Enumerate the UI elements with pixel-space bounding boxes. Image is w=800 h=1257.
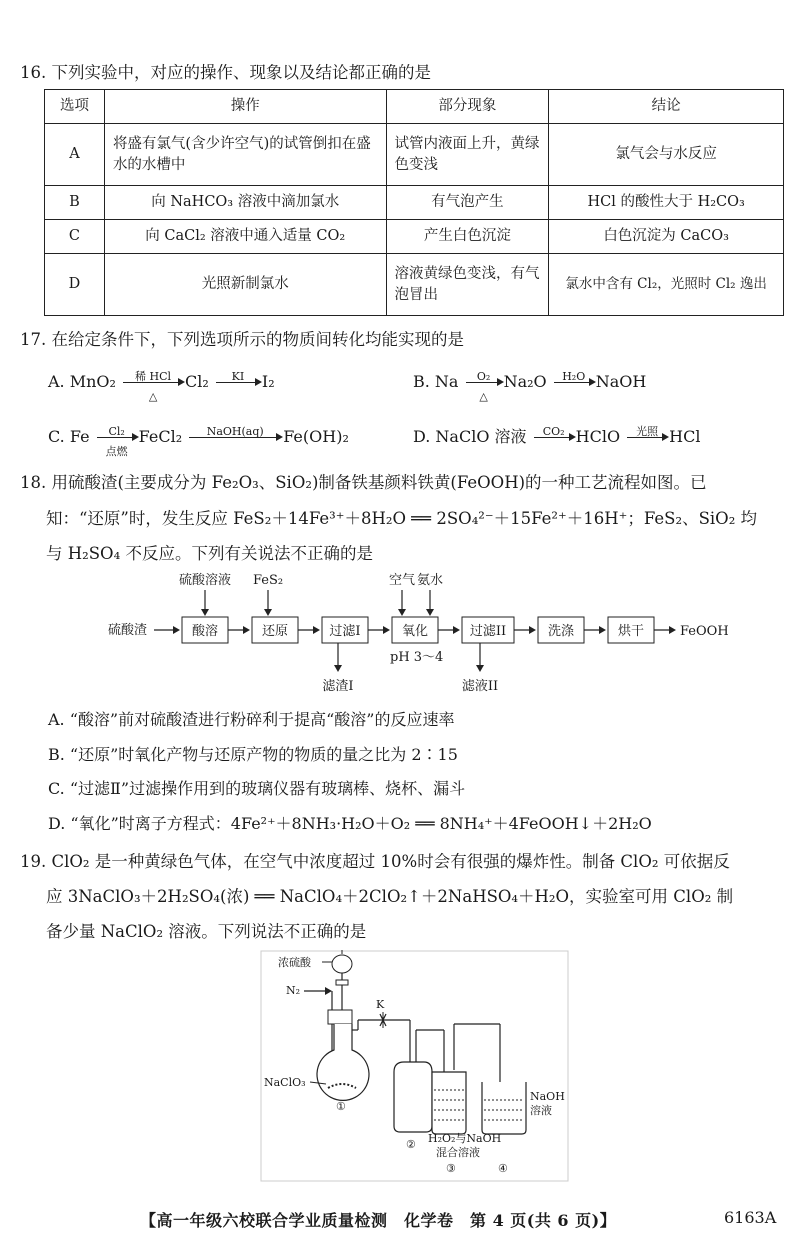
option-d-reactant: D. NaClO 溶液 [413,427,527,446]
reaction-arrow [627,425,667,438]
reaction-arrow [97,425,137,458]
flow-start: 硫酸渣 [108,623,148,638]
flow-input-air: 空气 [388,573,416,588]
reaction-arrow [534,425,574,438]
label-1: ① [336,1100,346,1113]
q18-line-3: 与 H₂SO₄ 不反应。下列有关说法不正确的是 [46,544,373,563]
flow-step-filter2: 过滤II [469,624,507,639]
flow-step-acid: 酸溶 [191,624,219,639]
q16-table [44,89,784,316]
option-d-intermediate: HClO [575,427,621,446]
label-naoh: NaOH [530,1090,565,1103]
q17-option-c [48,425,349,458]
safety-bottle [394,1062,432,1132]
label-mix-1: H₂O₂与NaOH [428,1132,502,1145]
q18-line-2: 知：“还原”时，发生反应 FeS₂＋14Fe³⁺＋8H₂O ══ 2SO₄²⁻＋15Fe²⁺＋16H⁺；FeS₂、SiO₂ 均 [46,509,758,528]
q17-option-d [413,425,700,449]
row-c-conclusion: 白色沉淀为 CaCO₃ [549,220,784,254]
round-bottom-flask [317,1024,369,1100]
label-valve-k: K [376,998,385,1011]
arrow-condition: △ [479,390,488,403]
paper-code: 6163A [724,1208,777,1227]
q17-option-a [48,370,275,403]
header-option: 选项 [45,90,105,124]
flow-step-oxidize: 氧化 [401,624,429,639]
row-c-option: C [45,220,105,254]
reaction-arrow [554,370,594,383]
label-naclo3: NaClO₃ [264,1076,306,1089]
flow-ph-label: pH 3～4 [390,650,444,665]
option-c-reactant: C. Fe [48,427,90,446]
label-3: ③ [446,1162,456,1175]
table-row [45,186,784,220]
dropping-funnel [332,955,352,973]
label-2: ② [406,1138,416,1151]
beaker [482,1082,526,1134]
row-d-conclusion: 氯水中含有 Cl₂，光照时 Cl₂ 逸出 [549,254,784,316]
row-a-option: A [45,124,105,186]
flask-stopper [328,1010,352,1024]
q18-option-a: A. “酸溶”前对硫酸渣进行粉碎利于提高“酸溶”的反应速率 [48,710,455,729]
apparatus-diagram [260,950,570,1182]
reaction-arrow [466,370,502,403]
q18-option-c: C. “过滤Ⅱ”过滤操作用到的玻璃仪器有玻璃棒、烧杯、漏斗 [48,779,466,798]
page-footer: 【高一年级六校联合学业质量检测 化学卷 第 4 页(共 6 页)】 [140,1211,617,1230]
q18-option-b: B. “还原”时氧化产物与还原产物的物质的量之比为 2∶15 [48,745,458,764]
row-b-operation: 向 NaHCO₃ 溶液中滴加氯水 [104,186,386,220]
label-conc-acid: 浓硫酸 [278,956,311,969]
flow-output-residue: 滤渣I [322,679,354,694]
flow-step-reduce: 还原 [261,624,289,639]
row-b-conclusion: HCl 的酸性大于 H₂CO₃ [549,186,784,220]
absorption-bottle [432,1072,466,1134]
row-d-operation: 光照新制氯水 [104,254,386,316]
option-b-product: NaOH [595,372,647,391]
q19-line-3: 备少量 NaClO₂ 溶液。下列说法不正确的是 [46,922,367,941]
row-a-conclusion: 氯气会与水反应 [549,124,784,186]
option-b-intermediate: Na₂O [503,372,547,391]
flow-input-acid: 硫酸溶液 [178,573,232,588]
header-operation: 操作 [104,90,386,124]
arrow-condition: KI [231,370,245,383]
option-b-reactant: B. Na [413,372,459,391]
q17-option-b [413,370,647,403]
row-a-phenomenon: 试管内液面上升，黄绿色变浅 [386,124,549,186]
label-n2: N₂ [286,984,301,997]
table-row [45,124,784,186]
q17-stem: 17. 在给定条件下，下列选项所示的物质间转化均能实现的是 [20,330,464,349]
row-b-option: B [45,186,105,220]
flow-output-filtrate: 滤液II [461,679,499,694]
row-d-option: D [45,254,105,316]
label-4: ④ [498,1162,508,1175]
reaction-arrow [189,425,281,438]
row-b-phenomenon: 有气泡产生 [386,186,549,220]
reaction-arrow [216,370,260,383]
label-mix-2: 混合溶液 [436,1146,480,1159]
row-c-operation: 向 CaCl₂ 溶液中通入适量 CO₂ [104,220,386,254]
arrow-condition: △ [148,390,158,403]
label-naoh-solution: 溶液 [530,1104,552,1117]
flow-input-ammonia: 氨水 [416,573,444,588]
arrow-condition: Cl₂ [108,425,125,438]
row-d-phenomenon: 溶液黄绿色变浅，有气泡冒出 [386,254,549,316]
flow-step-filter1: 过滤I [329,624,361,639]
option-c-product: Fe(OH)₂ [283,427,349,446]
arrow-condition: O₂ [476,370,491,383]
option-c-intermediate: FeCl₂ [138,427,183,446]
arrow-condition: NaOH(aq) [206,425,264,438]
flow-input-fes2: FeS₂ [252,573,284,588]
arrow-condition: 光照 [636,425,659,438]
table-row [45,220,784,254]
option-d-product: HCl [669,427,701,446]
q19-line-1: 19. ClO₂ 是一种黄绿色气体，在空气中浓度超过 10%时会有很强的爆炸性。制备 ClO₂ 可依据反 [20,852,730,871]
flow-step-wash: 洗涤 [547,624,575,639]
flow-end: FeOOH [680,624,729,639]
arrow-condition: CO₂ [542,425,565,438]
header-phenomenon: 部分现象 [386,90,549,124]
arrow-condition: 点燃 [105,445,128,458]
table-row [45,254,784,316]
flow-step-dry: 烘干 [617,624,645,639]
table-header-row [45,90,784,124]
option-a-intermediate: Cl₂ [185,372,209,391]
q16-stem: 16. 下列实验中，对应的操作、现象以及结论都正确的是 [20,63,431,82]
reaction-arrow [123,370,183,403]
process-flow-diagram [100,570,740,700]
option-a-product: I₂ [261,372,275,391]
arrow-condition: 稀 HCl [135,370,172,383]
option-a-reactant: A. MnO₂ [48,372,116,391]
q18-line-1: 18. 用硫酸渣(主要成分为 Fe₂O₃、SiO₂)制备铁基颜料铁黄(FeOOH)的一种工艺流程如图。已 [20,473,707,492]
arrow-condition: H₂O [562,370,586,383]
header-conclusion: 结论 [549,90,784,124]
q19-line-2: 应 3NaClO₃＋2H₂SO₄(浓) ══ NaClO₄＋2ClO₂↑＋2NaHSO₄＋H₂O，实验室可用 ClO₂ 制 [46,887,734,906]
q18-option-d: D. “氧化”时离子方程式：4Fe²⁺＋8NH₃·H₂O＋O₂ ══ 8NH₄⁺＋4FeOOH↓＋2H₂O [48,814,652,833]
row-c-phenomenon: 产生白色沉淀 [386,220,549,254]
row-a-operation: 将盛有氯气(含少许空气)的试管倒扣在盛水的水槽中 [104,124,386,186]
